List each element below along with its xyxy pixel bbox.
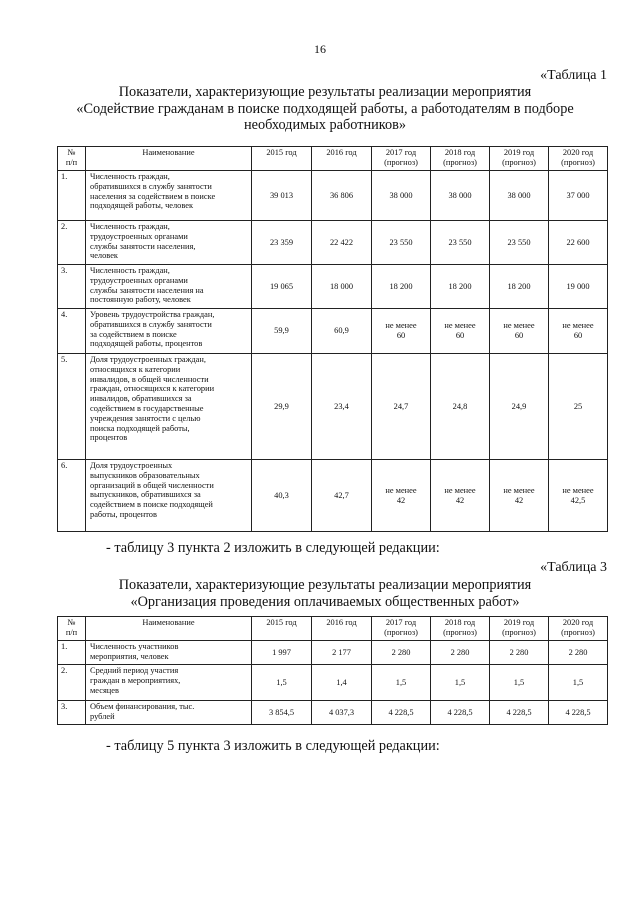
indicator-name-line: Средний период участия bbox=[90, 666, 179, 675]
row-number: 2. bbox=[58, 221, 86, 265]
indicator-name-line: постоянную работу, человек bbox=[90, 295, 191, 305]
table1 bbox=[57, 146, 608, 532]
indicator-name-line: Численность участников bbox=[90, 642, 179, 651]
value-cell: 18 200 bbox=[372, 265, 431, 309]
value-cell: 23 359 bbox=[252, 221, 312, 265]
value-cell: 22 600 bbox=[549, 221, 608, 265]
column-header-text: (прогноз) bbox=[561, 157, 595, 167]
value-cell: 23 550 bbox=[490, 221, 549, 265]
table-row bbox=[58, 309, 608, 354]
column-header bbox=[549, 147, 608, 171]
indicator-name-line: Численность граждан, bbox=[90, 172, 170, 181]
indicator-name bbox=[86, 641, 252, 665]
column-header bbox=[58, 617, 86, 641]
value-cell: не менее 60 bbox=[431, 309, 490, 354]
table1-title-line: необходимых работников» bbox=[243, 117, 407, 133]
column-header-text: (прогноз) bbox=[443, 157, 477, 167]
indicator-name-line: поиска подходящей работы, bbox=[90, 423, 190, 433]
indicator-name-line: содействием в поиске подходящей bbox=[90, 500, 213, 510]
column-header-text: (прогноз) bbox=[384, 627, 418, 637]
page-number: 16 bbox=[314, 42, 326, 56]
indicator-name-line: подходящей работы, процентов bbox=[90, 339, 203, 349]
column-header-text: (прогноз) bbox=[502, 157, 536, 167]
value-cell: 29,9 bbox=[252, 354, 312, 460]
indicator-name-line: трудоустроенных органами bbox=[90, 275, 188, 285]
value-cell: 36 806 bbox=[312, 171, 372, 221]
table3-title-line: Показатели, характеризующие результаты реализации мероприятия bbox=[118, 577, 532, 593]
value-cell: 1,4 bbox=[312, 665, 372, 701]
value-cell: 23 550 bbox=[431, 221, 490, 265]
row-number: 1. bbox=[58, 641, 86, 665]
indicator-name-line: работы, процентов bbox=[90, 509, 157, 519]
indicator-name bbox=[86, 354, 252, 460]
column-header bbox=[58, 147, 86, 171]
indicator-name-line: граждан в мероприятиях, bbox=[90, 675, 181, 685]
indicator-name-line: содействием в государственные bbox=[90, 403, 204, 413]
table3-title bbox=[40, 577, 610, 610]
column-header bbox=[86, 147, 252, 171]
indicator-name bbox=[86, 665, 252, 701]
value-cell: 2 177 bbox=[312, 641, 372, 665]
indicator-name-line: выпускников, обратившихся за bbox=[90, 490, 201, 500]
value-cell: 3 854,5 bbox=[252, 701, 312, 725]
indicator-name-line: трудоустроенных органами bbox=[90, 231, 188, 241]
value-cell: 1,5 bbox=[252, 665, 312, 701]
indicator-name-line: выпускников образовательных bbox=[90, 470, 200, 480]
value-cell: 2 280 bbox=[431, 641, 490, 665]
table-row bbox=[58, 171, 608, 221]
row-number: 5. bbox=[58, 354, 86, 460]
value-cell: 60,9 bbox=[312, 309, 372, 354]
column-header bbox=[431, 147, 490, 171]
column-header-text: (прогноз) bbox=[502, 627, 536, 637]
column-header bbox=[86, 617, 252, 641]
table3 bbox=[57, 616, 608, 725]
column-header-text: (прогноз) bbox=[443, 627, 477, 637]
indicator-name bbox=[86, 701, 252, 725]
table-row bbox=[58, 460, 608, 532]
indicator-name-line: граждан, относящихся к категории bbox=[90, 384, 215, 394]
indicator-name-line: службы занятости населения, bbox=[90, 241, 196, 251]
value-cell: не менее 42 bbox=[490, 460, 549, 532]
column-header-text: № bbox=[67, 148, 76, 157]
indicator-name-line: населения за содействием в поиске bbox=[90, 191, 216, 201]
column-header-text: 2020 год bbox=[562, 148, 594, 157]
row-number: 3. bbox=[58, 701, 86, 725]
indicator-name-line: месяцев bbox=[90, 685, 119, 695]
column-header-text: № bbox=[67, 618, 76, 627]
indicator-name bbox=[86, 460, 252, 532]
value-cell: 18 200 bbox=[490, 265, 549, 309]
column-header bbox=[431, 617, 490, 641]
column-header-text: (прогноз) bbox=[561, 627, 595, 637]
value-cell: 2 280 bbox=[490, 641, 549, 665]
row-number: 2. bbox=[58, 665, 86, 701]
indicator-name bbox=[86, 221, 252, 265]
column-header-text: п/п bbox=[65, 627, 78, 637]
value-cell: не менее 60 bbox=[372, 309, 431, 354]
indicator-name-line: относящихся к категории bbox=[90, 364, 181, 374]
indicator-name-line: Доля трудоустроенных граждан, bbox=[90, 355, 206, 364]
value-cell: 38 000 bbox=[490, 171, 549, 221]
indicator-name-line: обратившихся в службу занятости bbox=[90, 181, 212, 191]
column-header bbox=[372, 147, 431, 171]
value-cell: 37 000 bbox=[549, 171, 608, 221]
value-cell: 38 000 bbox=[372, 171, 431, 221]
row-number: 6. bbox=[58, 460, 86, 532]
column-header bbox=[549, 617, 608, 641]
indicator-name-line: инвалидов, обратившихся за bbox=[90, 394, 192, 404]
value-cell: 4 228,5 bbox=[372, 701, 431, 725]
indicator-name-line: обратившихся в службу занятости bbox=[90, 319, 212, 329]
value-cell: 4 228,5 bbox=[549, 701, 608, 725]
column-header-text: Наименование bbox=[142, 148, 195, 157]
value-cell: 4 037,3 bbox=[312, 701, 372, 725]
value-cell: 2 280 bbox=[372, 641, 431, 665]
indicator-name-line: процентов bbox=[90, 433, 128, 443]
table-row bbox=[58, 641, 608, 665]
indicator-name-line: службы занятости населения на bbox=[90, 285, 204, 295]
column-header-text: 2017 год bbox=[385, 148, 417, 157]
value-cell: 24,8 bbox=[431, 354, 490, 460]
column-header bbox=[252, 617, 312, 641]
table1-title-line: Показатели, характеризующие результаты реализации мероприятия bbox=[118, 84, 532, 100]
instruction-line: - таблицу 5 пункта 3 изложить в следующей редакции: bbox=[106, 738, 440, 754]
column-header-text: 2017 год bbox=[385, 618, 417, 627]
value-cell: 24,7 bbox=[372, 354, 431, 460]
indicator-name-line: мероприятия, человек bbox=[90, 651, 169, 661]
column-header-text: (прогноз) bbox=[384, 157, 418, 167]
table1-title-line: «Содействие гражданам в поиске подходящей работы, а работодателям в подборе bbox=[76, 100, 574, 117]
table3-label: «Таблица 3 bbox=[540, 560, 607, 575]
column-header-text: 2019 год bbox=[503, 618, 535, 627]
indicator-name-line: Численность граждан, bbox=[90, 266, 170, 275]
value-cell: 42,7 bbox=[312, 460, 372, 532]
table-row bbox=[58, 354, 608, 460]
column-header bbox=[490, 147, 549, 171]
column-header-text: 2018 год bbox=[444, 148, 476, 157]
indicator-name-line: Уровень трудоустройства граждан, bbox=[90, 310, 215, 319]
value-cell: 38 000 bbox=[431, 171, 490, 221]
value-cell: не менее 60 bbox=[549, 309, 608, 354]
value-cell: 23,4 bbox=[312, 354, 372, 460]
indicator-name-line: организаций в общей численности bbox=[90, 480, 214, 490]
column-header-text: 2016 год bbox=[326, 618, 357, 627]
value-cell: 39 013 bbox=[252, 171, 312, 221]
value-cell: 1,5 bbox=[549, 665, 608, 701]
column-header bbox=[372, 617, 431, 641]
column-header-text: 2018 год bbox=[444, 618, 476, 627]
column-header-text: 2015 год bbox=[266, 618, 297, 627]
row-number: 1. bbox=[58, 171, 86, 221]
value-cell: 2 280 bbox=[549, 641, 608, 665]
table3-title-line: «Организация проведения оплачиваемых общественных работ» bbox=[130, 593, 520, 610]
value-cell: 4 228,5 bbox=[490, 701, 549, 725]
value-cell: 1,5 bbox=[372, 665, 431, 701]
value-cell: 1 997 bbox=[252, 641, 312, 665]
value-cell: 40,3 bbox=[252, 460, 312, 532]
column-header bbox=[312, 617, 372, 641]
indicator-name-line: Объем финансирования, тыс. bbox=[90, 702, 195, 711]
table1-label: «Таблица 1 bbox=[540, 68, 607, 83]
value-cell: 59,9 bbox=[252, 309, 312, 354]
column-header-text: 2015 год bbox=[266, 148, 297, 157]
indicator-name-line: Доля трудоустроенных bbox=[90, 461, 173, 470]
column-header bbox=[490, 617, 549, 641]
indicator-name-line: рублей bbox=[90, 711, 115, 721]
column-header bbox=[312, 147, 372, 171]
table-row bbox=[58, 665, 608, 701]
table-row bbox=[58, 701, 608, 725]
value-cell: 25 bbox=[549, 354, 608, 460]
table-row bbox=[58, 221, 608, 265]
row-number: 3. bbox=[58, 265, 86, 309]
instruction-line: - таблицу 3 пункта 2 изложить в следующей редакции: bbox=[106, 540, 440, 556]
indicator-name-line: за содействием в поиске bbox=[90, 329, 177, 339]
value-cell: 18 000 bbox=[312, 265, 372, 309]
indicator-name-line: человек bbox=[90, 251, 118, 261]
indicator-name-line: учреждения занятости с целью bbox=[90, 413, 201, 423]
column-header-text: Наименование bbox=[142, 618, 195, 627]
indicator-name bbox=[86, 309, 252, 354]
value-cell: 23 550 bbox=[372, 221, 431, 265]
table-row bbox=[58, 265, 608, 309]
value-cell: 24,9 bbox=[490, 354, 549, 460]
row-number: 4. bbox=[58, 309, 86, 354]
value-cell: не менее 60 bbox=[490, 309, 549, 354]
value-cell: 1,5 bbox=[431, 665, 490, 701]
value-cell: 1,5 bbox=[490, 665, 549, 701]
indicator-name-line: Численность граждан, bbox=[90, 222, 170, 231]
column-header-text: 2020 год bbox=[562, 618, 594, 627]
value-cell: 19 065 bbox=[252, 265, 312, 309]
column-header bbox=[252, 147, 312, 171]
value-cell: не менее 42,5 bbox=[549, 460, 608, 532]
value-cell: 18 200 bbox=[431, 265, 490, 309]
indicator-name-line: инвалидов, в общей численности bbox=[90, 374, 209, 384]
value-cell: не менее 42 bbox=[372, 460, 431, 532]
indicator-name-line: подходящей работы, человек bbox=[90, 201, 194, 211]
table1-title bbox=[40, 84, 610, 134]
value-cell: 22 422 bbox=[312, 221, 372, 265]
column-header-text: п/п bbox=[65, 157, 78, 167]
value-cell: не менее 42 bbox=[431, 460, 490, 532]
value-cell: 19 000 bbox=[549, 265, 608, 309]
value-cell: 4 228,5 bbox=[431, 701, 490, 725]
column-header-text: 2016 год bbox=[326, 148, 357, 157]
column-header-text: 2019 год bbox=[503, 148, 535, 157]
indicator-name bbox=[86, 265, 252, 309]
indicator-name bbox=[86, 171, 252, 221]
